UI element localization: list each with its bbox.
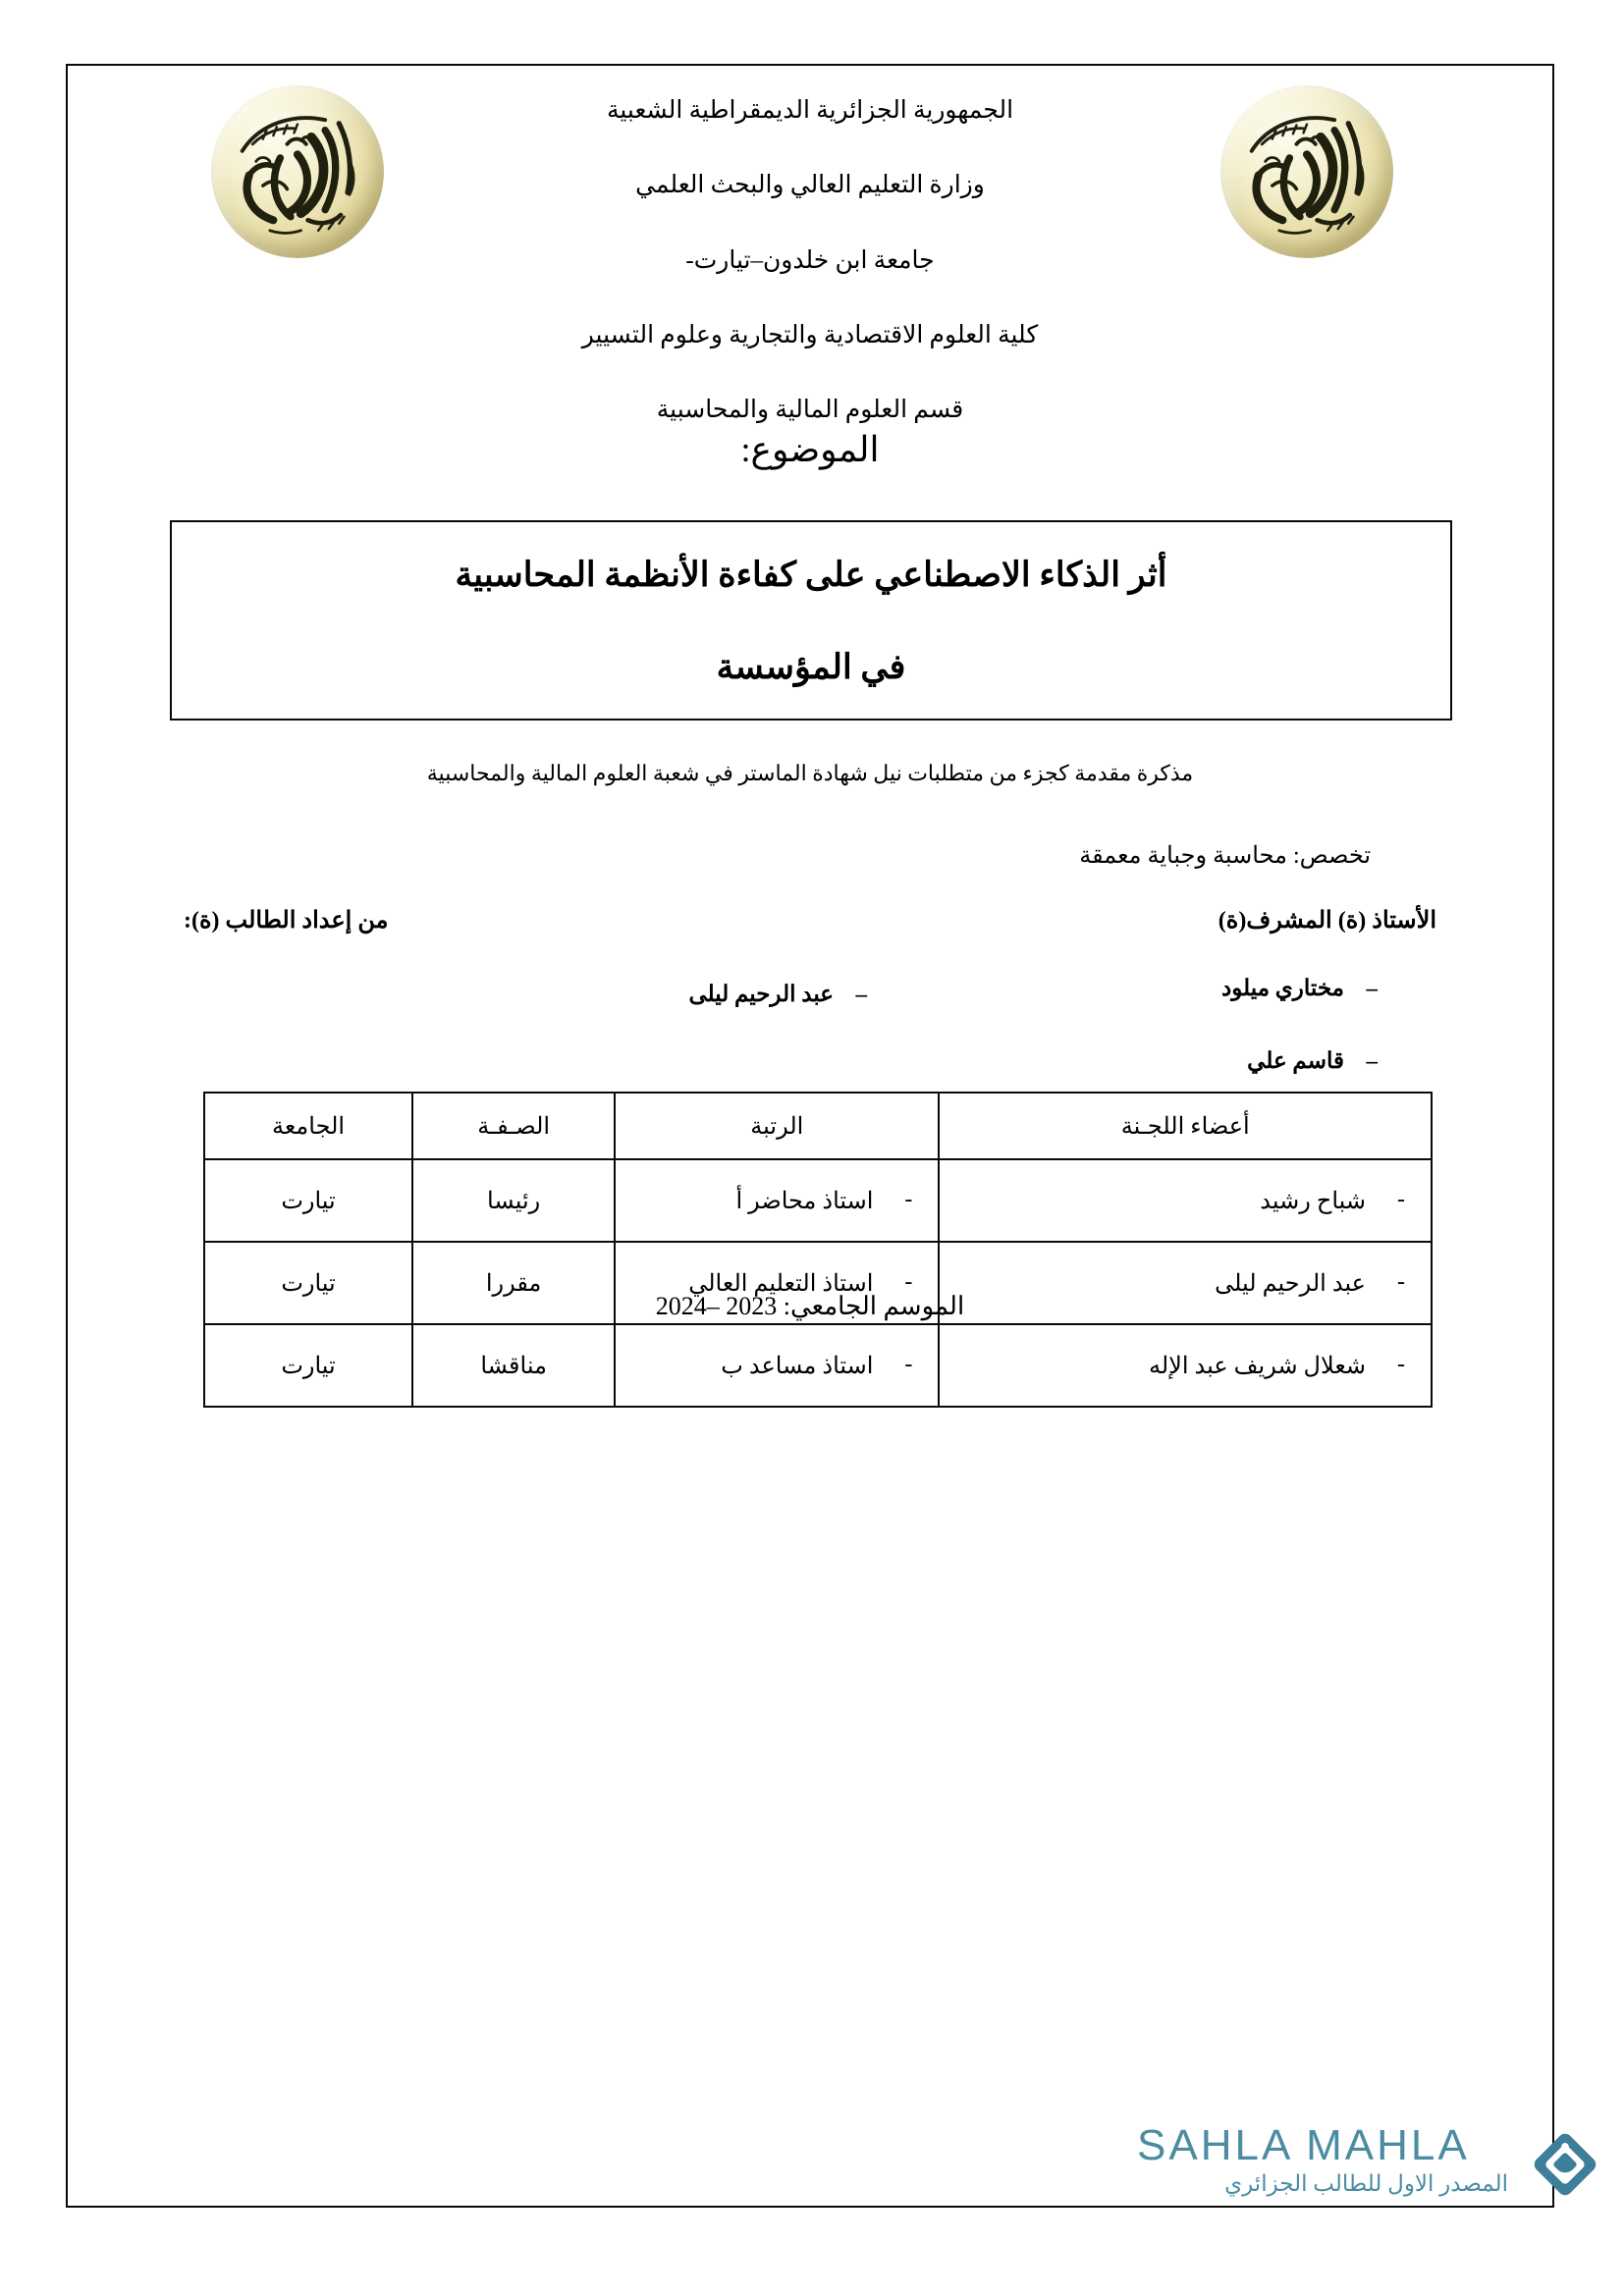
student-name-2: قاسم علي bbox=[1247, 1048, 1344, 1073]
jury-member-name-3: شعلال شريف عبد الإله bbox=[1148, 1353, 1366, 1379]
memo-statement: مذكرة مقدمة كجزء من متطلبات نيل شهادة الماستر في شعبة العلوم المالية والمحاسبية bbox=[426, 761, 1194, 785]
page-frame bbox=[66, 64, 1554, 2208]
page-content bbox=[68, 66, 1552, 2206]
jury-university-cell: تيارت bbox=[204, 1324, 412, 1407]
table-row bbox=[204, 1159, 1432, 1242]
supervisor-heading: الأستاذ (ة) المشرف(ة) bbox=[1218, 908, 1436, 934]
jury-role-cell: رئيسا bbox=[412, 1159, 615, 1242]
jury-rank-1: استاذ محاضر أ bbox=[735, 1188, 874, 1214]
people-headings-row bbox=[184, 906, 1436, 934]
thesis-title-line-2: في المؤسسة bbox=[716, 648, 906, 686]
jury-rank-cell bbox=[615, 1324, 939, 1407]
bullet-dash-icon: – bbox=[1366, 1048, 1378, 1073]
student-name-item bbox=[1221, 1048, 1378, 1074]
bullet-dash-icon: – bbox=[1366, 976, 1378, 1000]
sahla-mahla-diamond-logo-icon bbox=[1528, 2122, 1602, 2207]
jury-committee-table bbox=[203, 1092, 1433, 1408]
bullet-dash-icon: - bbox=[904, 1351, 913, 1377]
jury-member-name-1: شباح رشيد bbox=[1260, 1188, 1366, 1214]
jury-role-cell: مقررا bbox=[412, 1242, 615, 1324]
bullet-dash-icon: – bbox=[855, 982, 867, 1006]
bullet-dash-icon: - bbox=[1397, 1186, 1405, 1212]
thesis-title-box bbox=[170, 520, 1452, 721]
people-section bbox=[184, 906, 1436, 1103]
subject-label: الموضوع: bbox=[740, 430, 880, 469]
institution-header bbox=[68, 95, 1552, 469]
jury-role-cell: مناقشا bbox=[412, 1324, 615, 1407]
bullet-dash-icon: - bbox=[1397, 1268, 1405, 1295]
jury-university-cell: تيارت bbox=[204, 1242, 412, 1324]
thesis-title-line-1: أثر الذكاء الاصطناعي على كفاءة الأنظمة المحاسبية bbox=[455, 556, 1167, 594]
jury-university-cell: تيارت bbox=[204, 1159, 412, 1242]
header-line-ministry: وزارة التعليم العالي والبحث العلمي bbox=[635, 172, 985, 199]
supervisor-name-item bbox=[688, 982, 867, 1007]
watermark-title: SAHLA MAHLA bbox=[1137, 2121, 1470, 2169]
specialty-line: تخصص: محاسبة وجباية معمقة bbox=[1079, 843, 1371, 869]
header-line-country: الجمهورية الجزائرية الديمقراطية الشعبية bbox=[606, 97, 1014, 124]
column-header-members: أعضاء اللجـنة bbox=[939, 1093, 1432, 1159]
watermark-subtitle: المصدر الاول للطالب الجزائري bbox=[1224, 2171, 1508, 2196]
bullet-dash-icon: - bbox=[904, 1268, 913, 1295]
header-line-department: قسم العلوم المالية والمحاسبية bbox=[656, 397, 964, 423]
jury-rank-cell bbox=[615, 1159, 939, 1242]
jury-member-cell bbox=[939, 1324, 1432, 1407]
jury-table-body bbox=[204, 1159, 1432, 1407]
column-header-university: الجامعة bbox=[204, 1093, 412, 1159]
jury-rank-3: استاذ مساعد ب bbox=[721, 1353, 874, 1379]
people-names-area bbox=[184, 976, 1436, 1103]
jury-table-head bbox=[204, 1093, 1432, 1159]
table-header-row bbox=[204, 1093, 1432, 1159]
bullet-dash-icon: - bbox=[904, 1186, 913, 1212]
student-heading: من إعداد الطالب (ة): bbox=[184, 908, 389, 934]
jury-member-cell bbox=[939, 1159, 1432, 1242]
bullet-dash-icon: - bbox=[1397, 1351, 1405, 1377]
header-line-university: جامعة ابن خلدون–تيارت- bbox=[685, 246, 935, 274]
header-line-faculty: كلية العلوم الاقتصادية والتجارية وعلوم التسيير bbox=[581, 321, 1039, 348]
jury-rank-2: استاذ التعليم العالي bbox=[688, 1270, 874, 1297]
column-header-rank: الرتبة bbox=[615, 1093, 939, 1159]
student-name-item bbox=[1221, 976, 1378, 1001]
academic-year-line: الموسم الجامعي: 2023 –2024 bbox=[655, 1292, 965, 1320]
sahla-mahla-watermark bbox=[1137, 2121, 1598, 2252]
supervisor-name-1: عبد الرحيم ليلى bbox=[688, 982, 834, 1006]
table-row bbox=[204, 1324, 1432, 1407]
supervisor-name-list bbox=[688, 982, 867, 1054]
jury-member-name-2: عبد الرحيم ليلى bbox=[1215, 1270, 1366, 1297]
column-header-role: الصـفـة bbox=[412, 1093, 615, 1159]
watermark-text bbox=[1137, 2121, 1520, 2196]
student-name-1: مختاري ميلود bbox=[1221, 976, 1344, 1000]
